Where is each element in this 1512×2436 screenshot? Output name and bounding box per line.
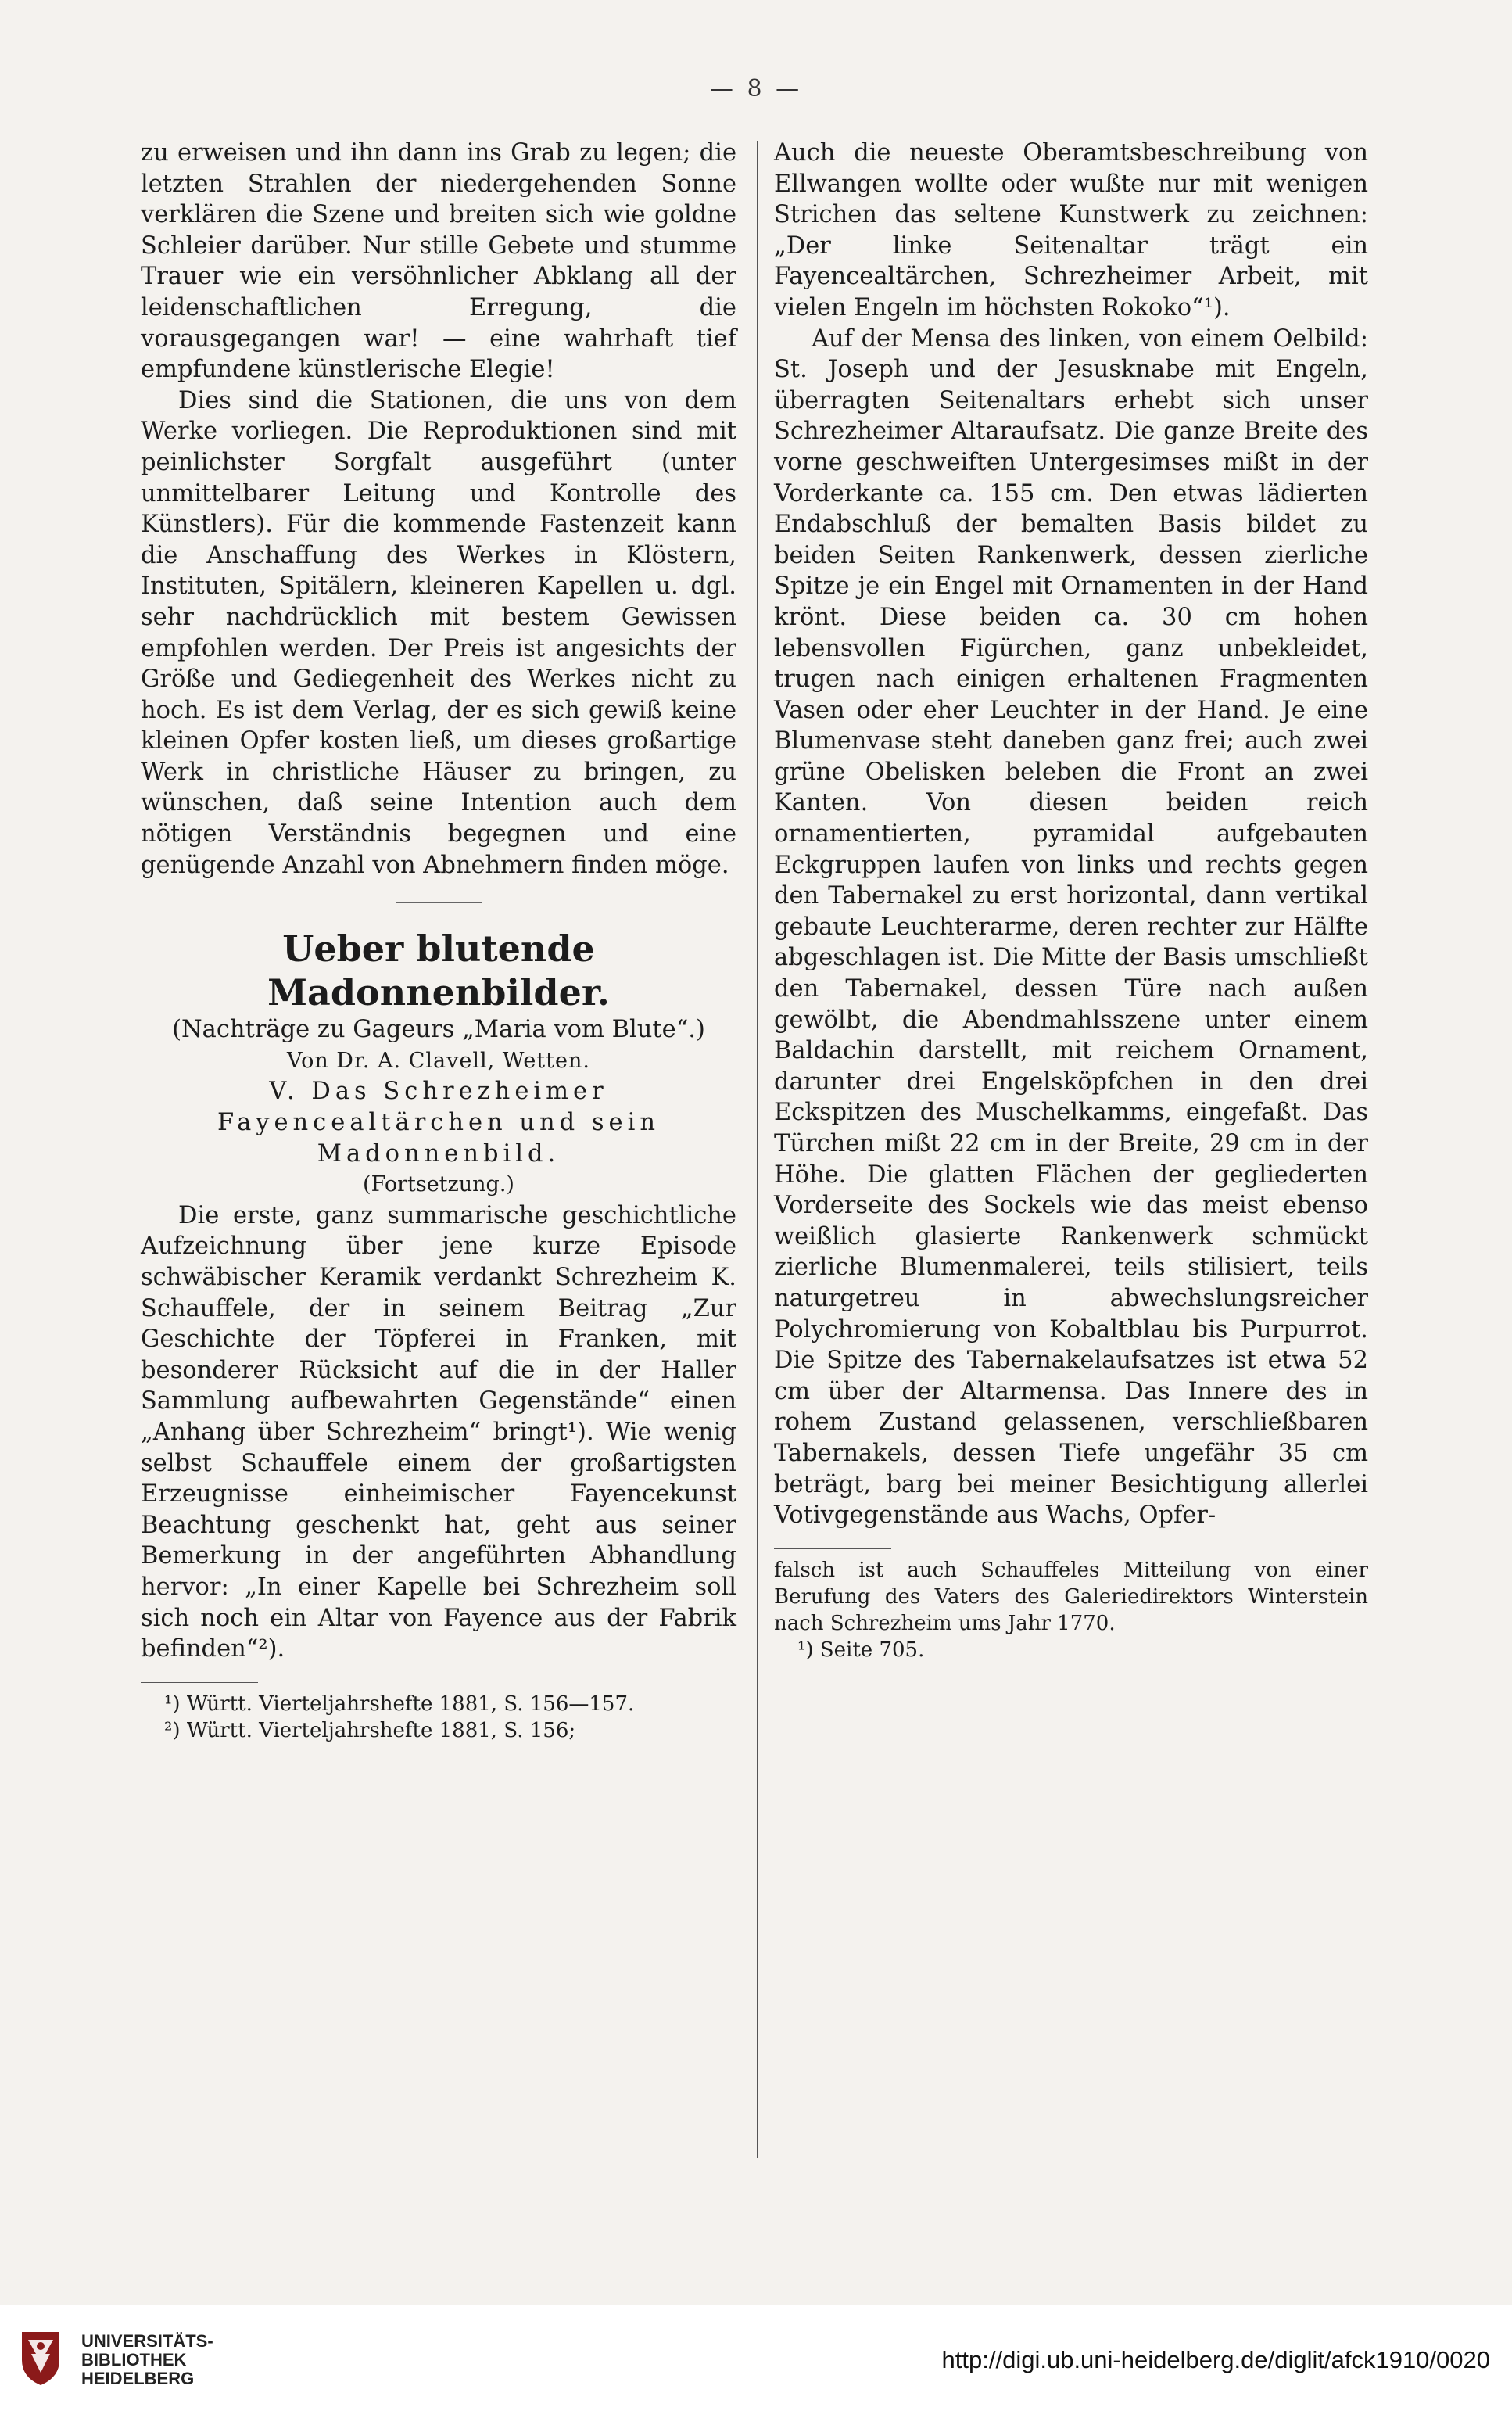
article-subtitle: (Nachträge zu Gageurs „Maria vom Blute“.) — [172, 1016, 705, 1044]
left-paragraph-3: Die erste, ganz summarische geschichtliche Aufzeichnung über jene kurze Episode schwäbischer Keramik verdankt Schrezheim K. Schauffele, der in seinem Beitrag „Zur Geschichte der Töpferei in Franken, mit besonderer Rücksicht auf die in der Haller Sammlung aufbewahrten Gegenstände“ einen „Anhang über Schrezheim“ bringt¹). Wie wenig selbst Schauffele einem der großartigsten Erzeugnisse einheimischer Fayencekunst Beachtung geschenkt hat, geht aus seiner Bemerkung in der angeführten Abhandlung hervor: „In einer Kapelle bei Schrezheim soll sich noch ein Altar von Fayence aus der Fabrik befinden“²). — [141, 1201, 736, 1663]
right-column — [774, 138, 1368, 1663]
footnote-1: ¹) Württ. Vierteljahrshefte 1881, S. 156—157. — [164, 1692, 635, 1716]
right-paragraph-1: Auch die neueste Oberamtsbeschreibung von Ellwangen wollte oder wußte nur mit wenigen Strichen das seltene Kunstwerk zu zeichnen: „Der linke Seitenaltar trägt ein Fayencealtärchen, Schrezheimer Arbeit, mit vielen Engeln im höchsten Rokoko“¹). — [774, 139, 1368, 321]
section-heading: V. Das Schrezheimer Fayencealtärchen und sein Madonnenbild. — [217, 1078, 660, 1168]
footer — [0, 2305, 1512, 2436]
logo-line-1: UNIVERSITÄTS- — [81, 2331, 213, 2351]
source-url-link[interactable]: http://digi.ub.uni-heidelberg.de/diglit/afck1910/0020 — [941, 2346, 1490, 2373]
heidelberg-library-seal-icon — [17, 2329, 64, 2387]
library-logo-text — [81, 2332, 213, 2388]
footnote-2: ²) Württ. Vierteljahrshefte 1881, S. 156; — [164, 1718, 576, 1742]
logo-line-2: BIBLIOTHEK — [81, 2350, 187, 2370]
footnote-rule — [141, 1682, 258, 1683]
left-paragraph-1: zu erweisen und ihn dann ins Grab zu legen; die letzten Strahlen der niedergehenden Sonne verklären die Szene und breiten sich wie goldne Schleier darüber. Nur stille Gebete und stumme Trauer wie ein versöhnlicher Abklang all der leidenschaftlichen Erregung, die vorausgegangen war! — eine wahrhaft tief empfundene künstlerische Elegie! — [141, 139, 736, 384]
footnote-1: ¹) Seite 705. — [797, 1638, 925, 1662]
right-paragraph-2: Auf der Mensa des linken, von einem Oelbild: St. Joseph und der Jesusknabe mit Engeln, überragten Seitenaltars erhebt sich unser Schrezheimer Altaraufsatz. Die ganze Breite des vorne geschweiften Untergesimses mißt in der Vorderkante ca. 155 cm. Den etwas lädierten Endabschluß der bemalten Basis bildet zu beiden Seiten Rankenwerk, dessen zierliche Spitze je ein Engel mit Ornamenten in der Hand krönt. Diese beiden ca. 30 cm hohen lebensvollen Figürchen, ganz unbekleidet, trugen nach einigen erhaltenen Fragmenten Vasen oder eher Leuchter in der Hand. Je eine Blumenvase steht daneben ganz frei; auch zwei grüne Obelisken beleben die Front an zwei Kanten. Von diesen beiden reich ornamentierten, pyramidal aufgebauten Eckgruppen laufen von links und rechts gegen den Tabernakel zu erst horizontal, dann vertikal gebaute Leuchterarme, deren rechter zur Hälfte abgeschlagen ist. Die Mitte der Basis umschließt den Tabernakel, dessen Türe nach außen gewölbt, die Abendmahlsszene unter einem Baldachin darstellt, mit reichem Ornament, darunter drei Engelsköpfchen in den drei Eckspitzen des Muschelkamms, eingefaßt. Das Türchen mißt 22 cm in der Breite, 29 cm in der Höhe. Die glatten Flächen der gegliederten Vorderseite des Sockels wie das meist ebenso weißlich glasierte Rankenwerk schmückt zierliche Blumenmalerei, teils stilisiert, teils naturgetreu in abwechslungsreicher Polychromierung von Kobaltblau bis Purpurrot. Die Spitze des Tabernakelaufsatzes ist etwa 52 cm über der Altarmensa. Das Innere des in rohem Zustand gelassenen, verschließbaren Tabernakels, dessen Tiefe ungefähr 35 cm beträgt, barg bei meiner Besichtigung allerlei Votivgegenstände aus Wachs, Opfer- — [774, 325, 1368, 1530]
left-paragraph-2: Dies sind die Stationen, die uns von dem Werke vorliegen. Die Reproduktionen sind mit peinlichster Sorgfalt ausgeführt (unter unmittelbarer Leitung und Kontrolle des Künstlers). Für die kommende Fastenzeit kann die Anschaffung des Werkes in Klöstern, Instituten, Spitälern, kleineren Kapellen u. dgl. sehr nachdrücklich mit bestem Gewissen empfohlen werden. Der Preis ist angesichts der Größe und Gediegenheit des Werkes nicht zu hoch. Es ist dem Verlag, der es sich gewiß keine kleinen Opfer kosten ließ, um dieses großartige Werk in christliche Häuser zu bringen, zu wünschen, daß seine Intention auch dem nötigen Verständnis begegnen und eine genügende Anzahl von Abnehmern finden möge. — [141, 386, 736, 879]
page-number: — 8 — — [709, 75, 803, 102]
section-divider — [396, 902, 482, 903]
continuation-note: (Fortsetzung.) — [363, 1172, 514, 1197]
footnote-rule — [774, 1548, 891, 1549]
logo-line-3: HEIDELBERG — [81, 2369, 195, 2388]
article-author: Von Dr. A. Clavell, Wetten. — [287, 1048, 590, 1073]
column-divider — [757, 141, 758, 2158]
left-column — [141, 138, 736, 1744]
footnote-continuation: falsch ist auch Schauffeles Mitteilung von einer Berufung des Vaters des Galeriedirektors Winterstein nach Schrezheim ums Jahr 1770. — [774, 1558, 1368, 1635]
article-title: Ueber blutende Madonnenbilder. — [267, 927, 610, 1014]
